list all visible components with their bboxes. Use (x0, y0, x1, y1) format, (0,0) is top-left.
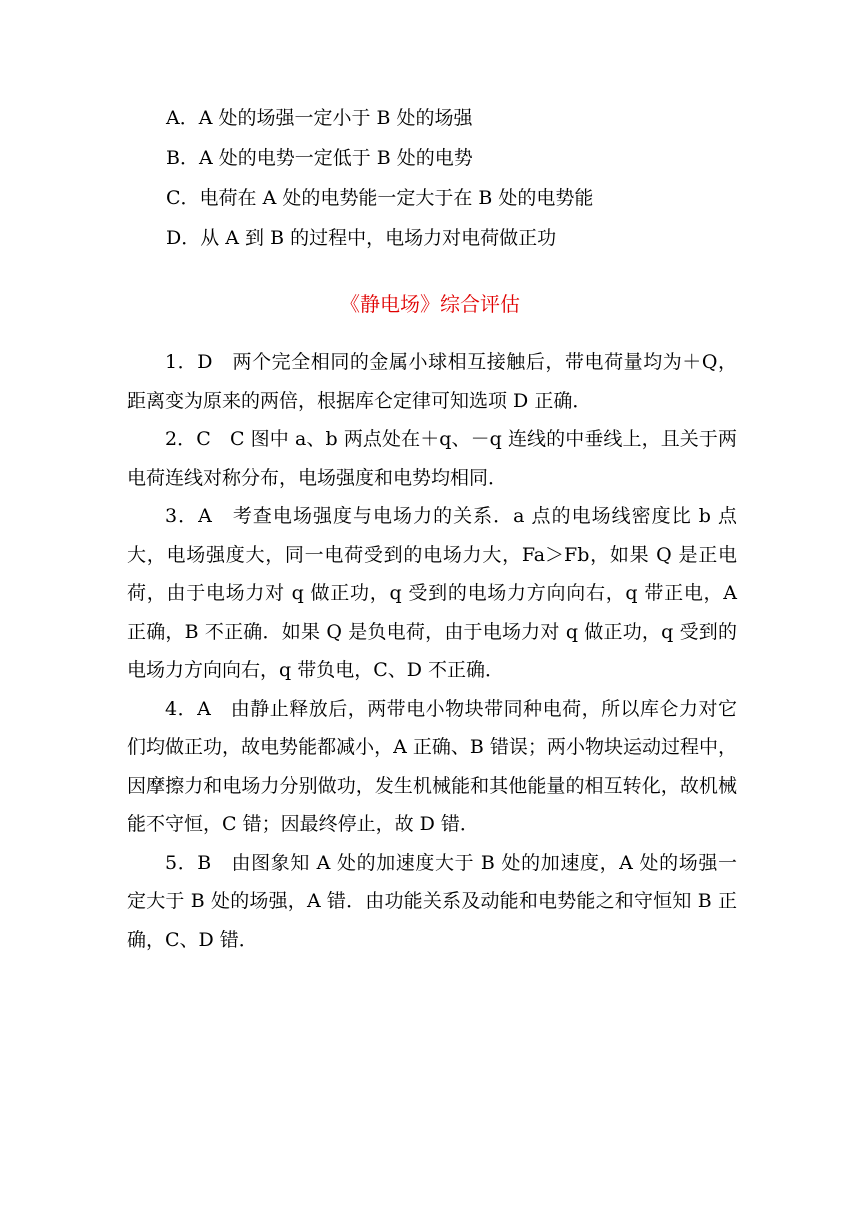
answer-5: 5．B 由图象知 A 处的加速度大于 B 处的加速度，A 处的场强一定大于 B 处的场强，A 错．由功能关系及动能和电势能之和守恒知 B 正确，C、D 错． (127, 851, 737, 951)
option-a: A．A 处的场强一定小于 B 处的场强 (166, 107, 473, 129)
choice-options (166, 98, 806, 258)
option-c: C．电荷在 A 处的电势能一定大于在 B 处的电势能 (166, 187, 594, 209)
answer-list (127, 343, 737, 959)
answer-4: 4．A 由静止释放后，两带电小物块带同种电荷，所以库仑力对它们均做正功，故电势能都减小，A 正确、B 错误；两小物块运动过程中，因摩擦力和电场力分别做功，发生机械能和其他能量的相互转化，故机械能不守恒，C 错；因最终停止，故 D 错． (127, 697, 737, 835)
option-d: D．从 A 到 B 的过程中，电场力对电荷做正功 (166, 227, 557, 249)
answer-2: 2．C C 图中 a、b 两点处在＋q、－q 连线的中垂线上，且关于两电荷连线对称分布，电场强度和电势均相同． (127, 428, 737, 489)
answer-1: 1．D 两个完全相同的金属小球相互接触后，带电荷量均为＋Q，距离变为原来的两倍，根据库仑定律可知选项 D 正确． (127, 351, 737, 412)
option-b: B．A 处的电势一定低于 B 处的电势 (166, 147, 473, 169)
answer-3: 3．A 考查电场强度与电场力的关系．a 点的电场线密度比 b 点大，电场强度大，同一电荷受到的电场力大，Fa＞Fb，如果 Q 是正电荷，由于电场力对 q 做正功，q 受到的电场力方向向右，q 带正电，A 正确，B 不正确．如果 Q 是负电荷，由于电场力对 q 做正功，q 受到的电场力方向向右，q 带负电，C、D 不正确． (127, 505, 737, 681)
section-title: 《静电场》综合评估 (340, 292, 520, 316)
